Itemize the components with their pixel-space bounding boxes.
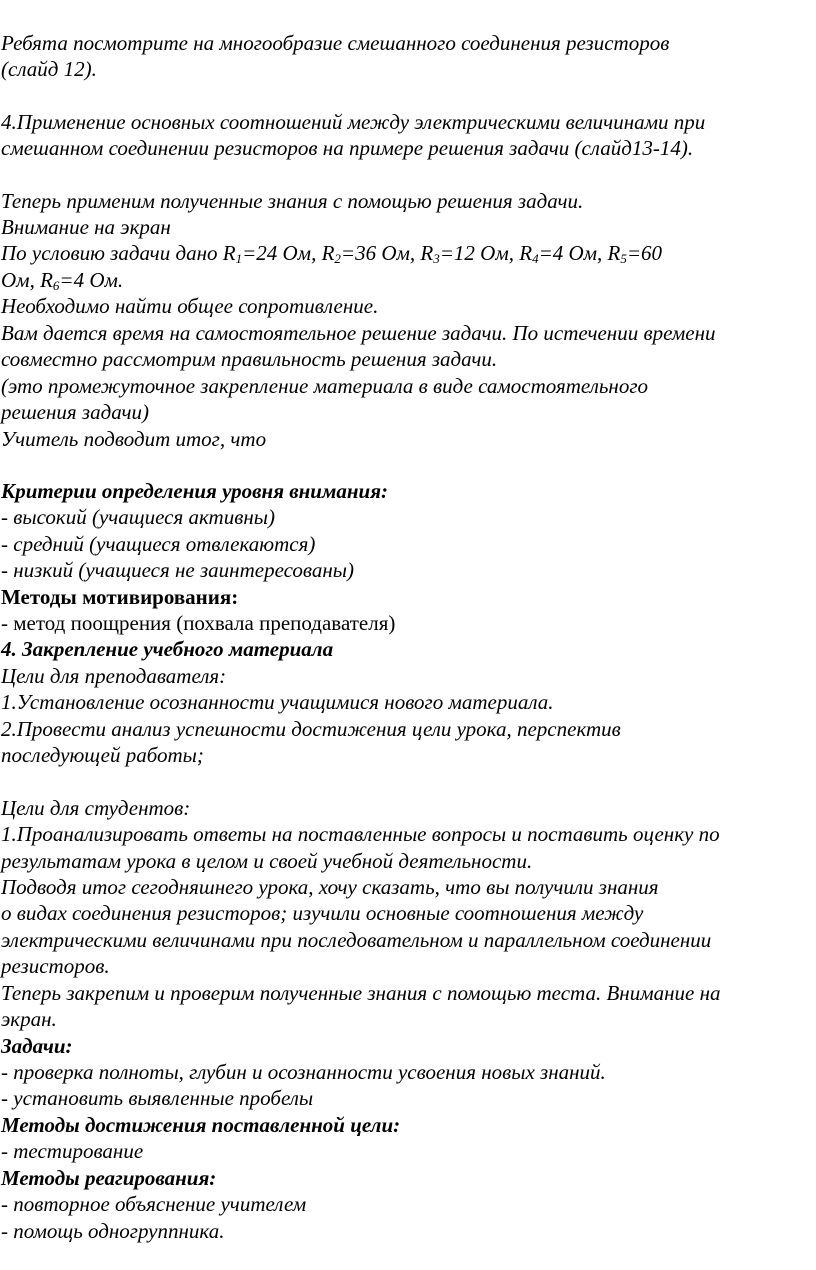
student-goal-1-line-2: результатам урока в целом и своей учебной деятельности. (1, 849, 533, 873)
lesson-summary-line-1: Подводя итог сегодняшнего урока, хочу сказать, что вы получили знания (1, 875, 659, 899)
teacher-goals-heading: Цели для преподавателя: (1, 664, 227, 688)
r4-value: =4 Ом, R (538, 241, 621, 265)
task-intro: Теперь применим полученные знания с помощью решения задачи. (1, 189, 584, 213)
section-heading-line-1: 4.Применение основных соотношений между электрическими величинами при (1, 110, 706, 134)
teacher-goal-1: 1.Установление осознанности учащимися нового материала. (1, 690, 554, 714)
attention-screen: Внимание на экран (1, 215, 171, 239)
find-total-resistance: Необходимо найти общее сопротивление. (1, 294, 379, 318)
response-method-reexplain: - повторное объяснение учителем (1, 1192, 307, 1216)
consolidation-heading: 4. Закрепление учебного материала (1, 637, 334, 661)
criteria-low: - низкий (учащиеся не заинтересованы) (1, 558, 355, 582)
student-goals-heading: Цели для студентов: (1, 796, 191, 820)
task-check-knowledge: - проверка полноты, глубин и осознанности усвоения новых знаний. (1, 1060, 606, 1084)
given-prefix-2: Ом, R (1, 268, 53, 292)
r2-subscript: 2 (334, 251, 341, 266)
intro-line-2: (слайд 12). (1, 57, 97, 81)
r3-value: =12 Ом, R (439, 241, 533, 265)
motivation-methods-heading: Методы мотивирования: (1, 585, 239, 609)
r1-value: =24 Ом, R (242, 241, 335, 265)
criteria-medium: - средний (учащиеся отвлекаются) (1, 532, 316, 556)
section-heading-line-2: смешанном соединении резисторов на примере решения задачи (слайд13-14). (1, 136, 694, 160)
teacher-goal-2-line-2: последующей работы; (1, 743, 204, 767)
time-given-line-1: Вам дается время на самостоятельное решение задачи. По истечении времени (1, 321, 716, 345)
student-goal-1-line-1: 1.Проанализировать ответы на поставленные вопросы и поставить оценку по (1, 822, 720, 846)
teacher-goal-2-line-1: 2.Провести анализ успешности достижения цели урока, перспектив (1, 717, 621, 741)
test-intro-line-1: Теперь закрепим и проверим полученные знания с помощью теста. Внимание на (1, 981, 721, 1005)
response-methods-heading: Методы реагирования: (1, 1166, 217, 1190)
note-line-1: (это промежуточное закрепление материала в виде самостоятельного (1, 374, 649, 398)
r6-value: =4 Ом. (59, 268, 124, 292)
lesson-summary-line-2: о видах соединения резисторов; изучили основные соотношения между (1, 901, 644, 925)
goal-method-testing: - тестирование (1, 1139, 144, 1163)
r5-value: =60 (626, 241, 663, 265)
teacher-summary: Учитель подводит итог, что (1, 427, 267, 451)
r4-subscript: 4 (532, 251, 539, 266)
task-find-gaps: - установить выявленные пробелы (1, 1086, 314, 1110)
time-given-line-2: совместно рассмотрим правильность решения задачи. (1, 347, 498, 371)
given-prefix: По условию задачи дано R (1, 241, 236, 265)
response-method-peer-help: - помощь одногруппника. (1, 1219, 225, 1243)
attention-criteria-heading: Критерии определения уровня внимания: (1, 479, 389, 503)
task-given-line-1 (1, 240, 662, 266)
note-line-2: решения задачи) (1, 400, 149, 424)
task-given-line-2 (1, 267, 123, 293)
r5-subscript: 5 (620, 251, 627, 266)
r3-subscript: 3 (433, 251, 440, 266)
criteria-high: - высокий (учащиеся активны) (1, 505, 275, 529)
motivation-method-praise: - метод поощрения (похвала преподавателя) (1, 611, 396, 635)
lesson-summary-line-3: электрическими величинами при последовательном и параллельном соединении (1, 928, 712, 952)
r6-subscript: 6 (52, 278, 60, 293)
tasks-heading: Задачи: (1, 1034, 73, 1058)
test-intro-line-2: экран. (1, 1007, 57, 1031)
r1-subscript: 1 (235, 251, 243, 266)
lesson-summary-line-4: резисторов. (1, 954, 110, 978)
goal-methods-heading: Методы достижения поставленной цели: (1, 1113, 401, 1137)
intro-line-1: Ребята посмотрите на многообразие смешанного соединения резисторов (1, 31, 670, 55)
r2-value: =36 Ом, R (340, 241, 434, 265)
